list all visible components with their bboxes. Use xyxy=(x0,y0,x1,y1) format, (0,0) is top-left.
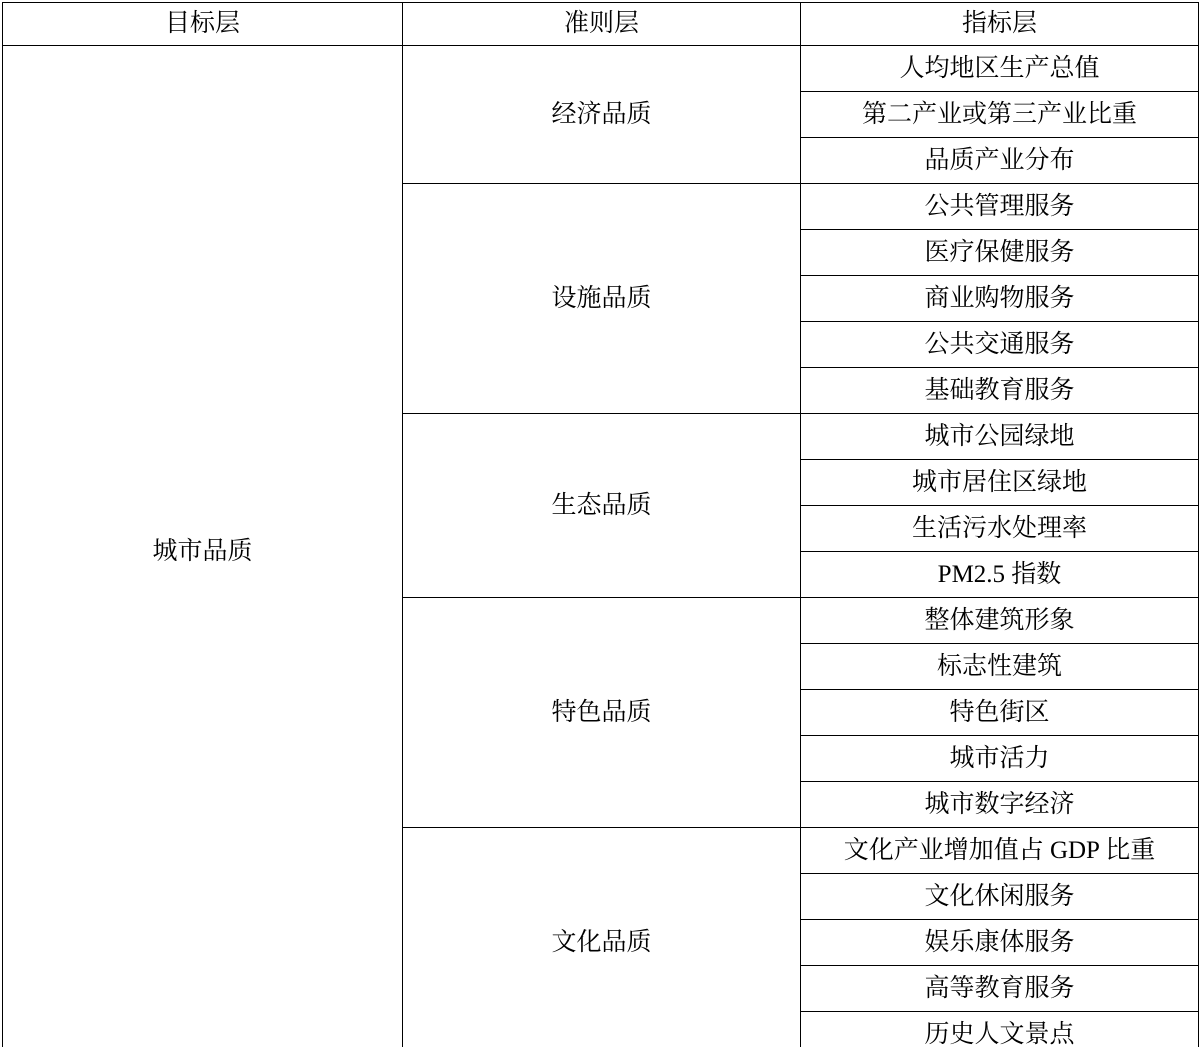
column-header-goal: 目标层 xyxy=(3,3,403,46)
indicator-cell: 城市数字经济 xyxy=(801,782,1199,828)
criteria-cell-facility: 设施品质 xyxy=(403,184,801,414)
indicator-cell: PM2.5 指数 xyxy=(801,552,1199,598)
indicator-cell: 人均地区生产总值 xyxy=(801,46,1199,92)
goal-cell: 城市品质 xyxy=(3,46,403,1047)
indicator-cell: 历史人文景点 xyxy=(801,1012,1199,1047)
indicator-cell: 娱乐康体服务 xyxy=(801,920,1199,966)
indicator-cell: 文化休闲服务 xyxy=(801,874,1199,920)
indicator-cell: 城市居住区绿地 xyxy=(801,460,1199,506)
indicator-cell: 医疗保健服务 xyxy=(801,230,1199,276)
indicator-cell: 公共管理服务 xyxy=(801,184,1199,230)
indicator-cell: 基础教育服务 xyxy=(801,368,1199,414)
criteria-cell-culture: 文化品质 xyxy=(403,828,801,1047)
table-body xyxy=(3,3,1199,1047)
criteria-cell-economy: 经济品质 xyxy=(403,46,801,184)
indicator-cell: 生活污水处理率 xyxy=(801,506,1199,552)
indicator-cell: 品质产业分布 xyxy=(801,138,1199,184)
indicator-cell: 公共交通服务 xyxy=(801,322,1199,368)
column-header-indicator: 指标层 xyxy=(801,3,1199,46)
indicator-cell: 整体建筑形象 xyxy=(801,598,1199,644)
indicator-cell: 标志性建筑 xyxy=(801,644,1199,690)
indicator-cell: 高等教育服务 xyxy=(801,966,1199,1012)
column-header-criteria: 准则层 xyxy=(403,3,801,46)
criteria-cell-ecology: 生态品质 xyxy=(403,414,801,598)
indicator-cell: 城市活力 xyxy=(801,736,1199,782)
indicator-cell: 商业购物服务 xyxy=(801,276,1199,322)
indicator-cell: 特色街区 xyxy=(801,690,1199,736)
indicator-system-table xyxy=(2,2,1199,1047)
table-header-row xyxy=(3,3,1199,46)
indicator-cell: 文化产业增加值占 GDP 比重 xyxy=(801,828,1199,874)
table-row xyxy=(3,46,1199,92)
criteria-cell-character: 特色品质 xyxy=(403,598,801,828)
indicator-cell: 城市公园绿地 xyxy=(801,414,1199,460)
indicator-cell: 第二产业或第三产业比重 xyxy=(801,92,1199,138)
